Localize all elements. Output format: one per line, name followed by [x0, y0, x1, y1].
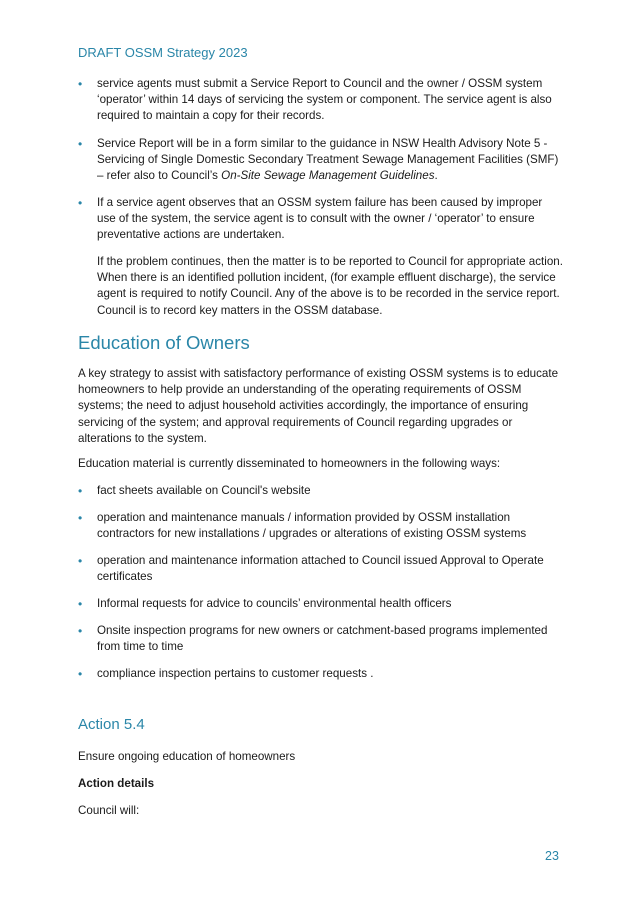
- action-details-label: Action details: [78, 777, 155, 790]
- education-bullet-2: [78, 510, 562, 542]
- bullet-icon: •: [78, 597, 83, 611]
- list-item: • service agents must submit a Service Report to Council and the owner / OSSM system ‘operator’ within 14 days of servicing the system or component. The service agent is also required to maintain a copy for their records.: [78, 77, 552, 123]
- bullet-icon: •: [78, 196, 83, 210]
- education-intro: A key strategy to assist with satisfactory performance of existing OSSM systems is to educate homeowners to help provide an understanding of the operating requirements of OSSM systems; the need to adjust household activities accordingly, the importance of ensuring servicing of the system; and approval requirements of Council regarding upgrades or alterations to the system.: [78, 367, 559, 445]
- bullet-icon: •: [78, 484, 83, 498]
- list-item: • Informal requests for advice to councils’ environmental health officers: [78, 597, 452, 611]
- problem-paragraph: If the problem continues, then the matter is to be reported to Council for appropriate action. When there is an identified pollution incident, (for example effluent discharge), the service agent is required to notify Council. Any of the above is to be recorded in the service report. Council is to record key matters in the OSSM database.: [97, 255, 563, 317]
- education-bullet-4: [78, 596, 562, 612]
- council-will-text: Council will:: [78, 804, 140, 817]
- bullet-icon: •: [78, 77, 83, 91]
- education-heading: Education of Owners: [78, 332, 250, 353]
- education-bullet-1: [78, 483, 562, 499]
- action-heading: Action 5.4: [78, 716, 145, 733]
- list-item: • Onsite inspection programs for new owners or catchment-based programs implemented from time to time: [78, 624, 548, 654]
- service-bullet-list-2: [78, 136, 562, 185]
- document-header: DRAFT OSSM Strategy 2023: [78, 45, 248, 60]
- education-lead: Education material is currently disseminated to homeowners in the following ways:: [78, 457, 501, 470]
- bullet-icon: •: [78, 667, 83, 681]
- service-bullet-list-3: [78, 195, 562, 244]
- bullet-icon: •: [78, 511, 83, 525]
- list-item: • operation and maintenance manuals / information provided by OSSM installation contractors for new installations / upgrades or alterations of existing OSSM systems: [78, 511, 527, 541]
- action-text: Ensure ongoing education of homeowners: [78, 750, 296, 763]
- service-bullet-list: [78, 76, 562, 125]
- page-number: 23: [545, 849, 559, 863]
- list-item: • operation and maintenance information attached to Council issued Approval to Operate certificates: [78, 554, 544, 584]
- education-bullet-5: [78, 623, 562, 655]
- education-bullet-6: [78, 666, 562, 682]
- list-item: • fact sheets available on Council's website: [78, 484, 311, 498]
- list-item: • compliance inspection pertains to customer requests .: [78, 667, 374, 681]
- bullet-icon: •: [78, 137, 83, 151]
- bullet-icon: •: [78, 624, 83, 638]
- bullet-icon: •: [78, 554, 83, 568]
- education-bullet-3: [78, 553, 562, 585]
- list-item: • If a service agent observes that an OSSM system failure has been caused by improper use of the system, the service agent is to consult with the owner / ‘operator’ to ensure preventative actions are undertaken.: [78, 196, 543, 242]
- list-item: • Service Report will be in a form similar to the guidance in NSW Health Advisory Note 5 - Servicing of Single Domestic Secondary Treatment Sewage Management Facilities (SMF) – refer also to Council’s On-Site Sewage Management Guidelines.: [78, 137, 559, 183]
